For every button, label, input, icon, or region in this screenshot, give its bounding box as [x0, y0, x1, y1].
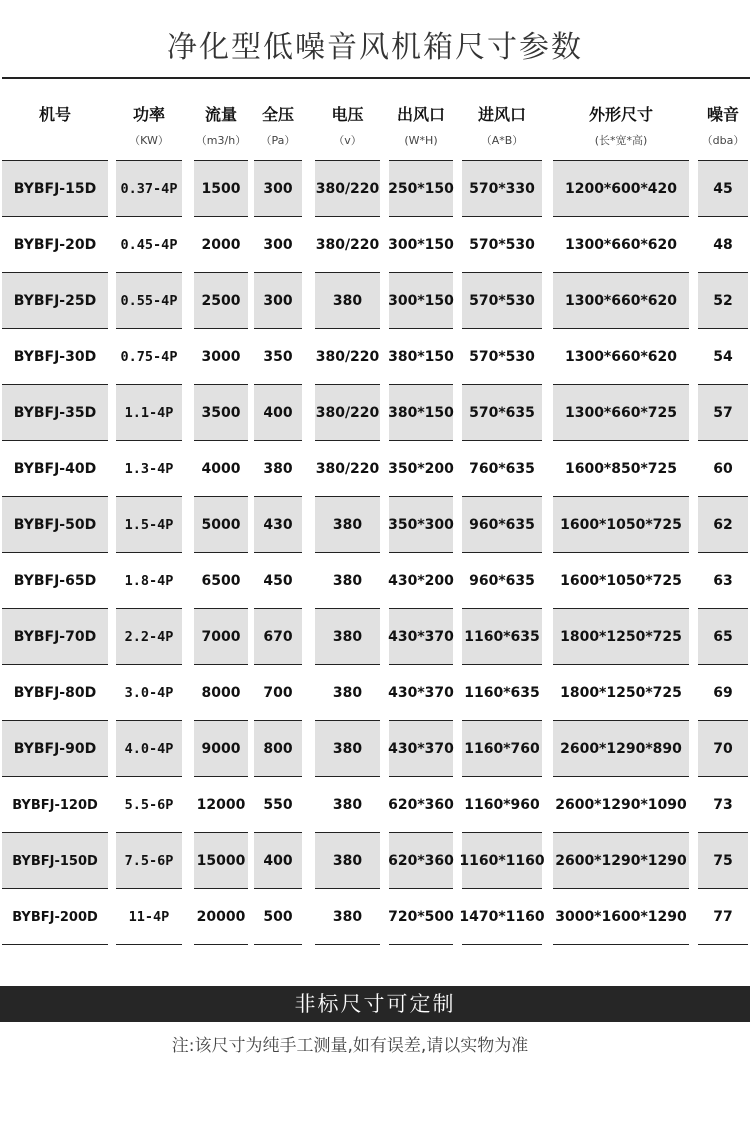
table-cell: 1800*1250*725 [553, 664, 689, 721]
measurement-note: 注:该尺寸为纯手工测量,如有误差,请以实物为准 [171, 1036, 529, 1056]
table-cell: 430*200 [389, 552, 453, 609]
column-unit: （Pa） [260, 134, 296, 147]
table-bottom-rule [315, 944, 380, 945]
table-cell: 1300*660*620 [553, 272, 689, 329]
model-cell: BYBFJ-20D [2, 216, 108, 273]
table-cell: 1160*1160 [462, 832, 542, 889]
column-unit: （v） [333, 134, 362, 147]
table-cell: 960*635 [462, 552, 542, 609]
table-cell: 8000 [194, 664, 248, 721]
table-cell: 1300*660*725 [553, 384, 689, 441]
table-cell: 62 [698, 496, 748, 553]
table-cell: 1.3-4P [116, 440, 182, 497]
table-cell: 2600*1290*1290 [553, 832, 689, 889]
model-cell: BYBFJ-90D [2, 720, 108, 777]
column-header: 电压 [331, 104, 364, 124]
table-cell: 3.0-4P [116, 664, 182, 721]
table-cell: 1300*660*620 [553, 328, 689, 385]
table-cell: 380 [315, 608, 380, 665]
table-cell: 570*530 [462, 272, 542, 329]
table-cell: 1.5-4P [116, 496, 182, 553]
table-cell: 1.8-4P [116, 552, 182, 609]
table-cell: 300*150 [389, 216, 453, 273]
table-cell: 0.75-4P [116, 328, 182, 385]
table-cell: 570*635 [462, 384, 542, 441]
column-header: 噪音 [706, 104, 739, 124]
table-cell: 1500 [194, 160, 248, 217]
model-cell: BYBFJ-40D [2, 440, 108, 497]
table-cell: 6500 [194, 552, 248, 609]
table-cell: 69 [698, 664, 748, 721]
table-cell: 400 [254, 832, 302, 889]
table-cell: 380 [315, 832, 380, 889]
table-cell: 3000 [194, 328, 248, 385]
table-cell: 48 [698, 216, 748, 273]
table-cell: 60 [698, 440, 748, 497]
table-cell: 75 [698, 832, 748, 889]
column-header: 机号 [38, 104, 71, 124]
column-header: 全压 [261, 104, 294, 124]
table-cell: 2600*1290*890 [553, 720, 689, 777]
table-cell: 380 [315, 776, 380, 833]
table-cell: 720*500 [389, 888, 453, 945]
table-cell: 500 [254, 888, 302, 945]
custom-size-banner: 非标尺寸可定制 [0, 986, 750, 1022]
table-cell: 11-4P [116, 888, 182, 945]
table-cell: 380 [315, 664, 380, 721]
table-cell: 45 [698, 160, 748, 217]
column-header: 进风口 [477, 104, 526, 124]
table-cell: 380 [315, 496, 380, 553]
table-cell: 350*200 [389, 440, 453, 497]
title-divider [2, 77, 750, 79]
table-cell: 70 [698, 720, 748, 777]
table-cell: 430*370 [389, 720, 453, 777]
table-cell: 1200*600*420 [553, 160, 689, 217]
model-cell: BYBFJ-70D [2, 608, 108, 665]
column-header: 流量 [204, 104, 237, 124]
table-cell: 620*360 [389, 832, 453, 889]
table-cell: 1300*660*620 [553, 216, 689, 273]
table-cell: 1470*1160 [462, 888, 542, 945]
table-cell: 380 [254, 440, 302, 497]
table-cell: 73 [698, 776, 748, 833]
table-cell: 570*330 [462, 160, 542, 217]
table-cell: 380/220 [315, 384, 380, 441]
table-cell: 12000 [194, 776, 248, 833]
table-cell: 1160*635 [462, 608, 542, 665]
table-cell: 57 [698, 384, 748, 441]
table-cell: 1600*850*725 [553, 440, 689, 497]
table-cell: 3000*1600*1290 [553, 888, 689, 945]
model-cell: BYBFJ-150D [2, 832, 108, 889]
model-cell: BYBFJ-65D [2, 552, 108, 609]
table-cell: 1160*635 [462, 664, 542, 721]
table-cell: 380*150 [389, 328, 453, 385]
table-cell: 2.2-4P [116, 608, 182, 665]
column-unit: （m3/h） [195, 134, 247, 147]
table-cell: 550 [254, 776, 302, 833]
table-cell: 1600*1050*725 [553, 496, 689, 553]
model-cell: BYBFJ-25D [2, 272, 108, 329]
table-cell: 1.1-4P [116, 384, 182, 441]
table-cell: 9000 [194, 720, 248, 777]
table-cell: 5.5-6P [116, 776, 182, 833]
column-header: 出风口 [396, 104, 445, 124]
model-cell: BYBFJ-15D [2, 160, 108, 217]
table-cell: 350*300 [389, 496, 453, 553]
table-cell: 620*360 [389, 776, 453, 833]
table-cell: 300*150 [389, 272, 453, 329]
table-cell: 4.0-4P [116, 720, 182, 777]
table-cell: 570*530 [462, 328, 542, 385]
table-cell: 52 [698, 272, 748, 329]
table-cell: 20000 [194, 888, 248, 945]
table-cell: 0.37-4P [116, 160, 182, 217]
column-header: 功率 [132, 104, 165, 124]
table-bottom-rule [116, 944, 182, 945]
table-cell: 380/220 [315, 216, 380, 273]
table-cell: 15000 [194, 832, 248, 889]
table-cell: 350 [254, 328, 302, 385]
column-unit [2, 130, 108, 150]
table-cell: 63 [698, 552, 748, 609]
table-cell: 1160*960 [462, 776, 542, 833]
table-cell: 250*150 [389, 160, 453, 217]
table-cell: 77 [698, 888, 748, 945]
column-unit: (长*宽*高) [594, 134, 648, 147]
table-cell: 7.5-6P [116, 832, 182, 889]
table-cell: 0.45-4P [116, 216, 182, 273]
table-cell: 380/220 [315, 160, 380, 217]
column-unit: (W*H) [404, 133, 438, 147]
table-cell: 450 [254, 552, 302, 609]
table-cell: 2600*1290*1090 [553, 776, 689, 833]
table-bottom-rule [254, 944, 302, 945]
table-cell: 7000 [194, 608, 248, 665]
model-cell: BYBFJ-35D [2, 384, 108, 441]
table-cell: 65 [698, 608, 748, 665]
table-cell: 380/220 [315, 328, 380, 385]
table-cell: 430*370 [389, 664, 453, 721]
model-cell: BYBFJ-120D [2, 776, 108, 833]
table-bottom-rule [462, 944, 542, 945]
table-cell: 430*370 [389, 608, 453, 665]
table-bottom-rule [389, 944, 453, 945]
table-cell: 0.55-4P [116, 272, 182, 329]
table-cell: 700 [254, 664, 302, 721]
table-cell: 800 [254, 720, 302, 777]
table-cell: 5000 [194, 496, 248, 553]
model-cell: BYBFJ-50D [2, 496, 108, 553]
table-cell: 380*150 [389, 384, 453, 441]
table-cell: 380 [315, 888, 380, 945]
table-bottom-rule [194, 944, 248, 945]
table-cell: 670 [254, 608, 302, 665]
column-unit: （A*B） [480, 134, 524, 147]
column-unit: （dba） [701, 134, 745, 147]
table-cell: 2000 [194, 216, 248, 273]
table-cell: 1160*760 [462, 720, 542, 777]
table-cell: 3500 [194, 384, 248, 441]
table-cell: 300 [254, 272, 302, 329]
column-header: 外形尺寸 [588, 104, 653, 124]
table-cell: 1600*1050*725 [553, 552, 689, 609]
table-cell: 380 [315, 552, 380, 609]
column-unit: （KW） [129, 134, 169, 147]
table-cell: 4000 [194, 440, 248, 497]
model-cell: BYBFJ-80D [2, 664, 108, 721]
table-cell: 430 [254, 496, 302, 553]
table-cell: 1800*1250*725 [553, 608, 689, 665]
table-cell: 300 [254, 216, 302, 273]
table-cell: 380/220 [315, 440, 380, 497]
table-cell: 380 [315, 720, 380, 777]
table-bottom-rule [2, 944, 108, 945]
table-cell: 760*635 [462, 440, 542, 497]
table-cell: 570*530 [462, 216, 542, 273]
table-cell: 380 [315, 272, 380, 329]
table-bottom-rule [553, 944, 689, 945]
model-cell: BYBFJ-200D [2, 888, 108, 945]
table-cell: 2500 [194, 272, 248, 329]
model-cell: BYBFJ-30D [2, 328, 108, 385]
table-cell: 960*635 [462, 496, 542, 553]
table-cell: 300 [254, 160, 302, 217]
table-cell: 400 [254, 384, 302, 441]
table-bottom-rule [698, 944, 748, 945]
table-cell: 54 [698, 328, 748, 385]
page-title: 净化型低噪音风机箱尺寸参数 [167, 30, 583, 65]
